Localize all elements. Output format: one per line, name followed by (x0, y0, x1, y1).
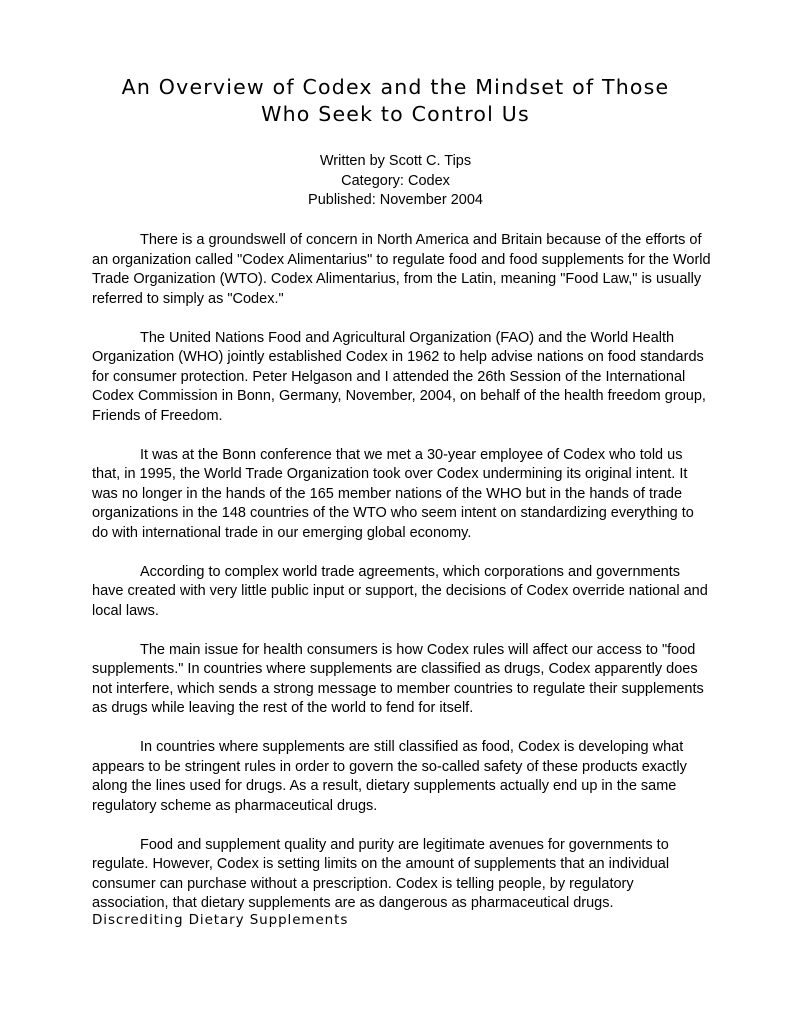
title-line-2: Who Seek to Control Us (261, 102, 530, 126)
paragraph: In countries where supplements are still classified as food, Codex is developing what appears to be stringent rules in order to govern the so-called safety of these products exactly along the lines used for drugs. As a result, dietary supplements actually end up in the same regulatory scheme as pharmaceutical drugs. (92, 739, 687, 814)
published-line: Published: November 2004 (308, 192, 483, 208)
paragraph: According to complex world trade agreements, which corporations and governments have created with very little public input or support, the decisions of Codex override national and local laws. (92, 563, 708, 619)
document-title (60, 74, 731, 128)
title-line-1: An Overview of Codex and the Mindset of Those (121, 75, 670, 99)
paragraph: The main issue for health consumers is how Codex rules will affect our access to "food supplements." In countries where supplements are classified as drugs, Codex apparently does not interfere, which sends a strong message to member countries to regulate their supplements as drugs while leaving the rest of the world to fend for itself. (92, 641, 704, 716)
paragraph: The United Nations Food and Agricultural Organization (FAO) and the World Health Organization (WHO) jointly established Codex in 1962 to help advise nations on food standards for consumer protection. Peter Helgason and I attended the 26th Session of the International Codex Commission in Bonn, Germany, November, 2004, on behalf of the health freedom group, Friends of Freedom. (92, 329, 706, 424)
paragraph: It was at the Bonn conference that we met a 30-year employee of Codex who told us that, in 1995, the World Trade Organization took over Codex undermining its original intent. It was no longer in the hands of the 165 member nations of the WHO but in the hands of trade organizations in the 148 countries of the WTO who seem intent on standardizing everything to do with international trade in our emerging global economy. (92, 446, 694, 541)
paragraph: Food and supplement quality and purity are legitimate avenues for governments to regulate. However, Codex is setting limits on the amount of supplements that an individual consumer can purchase without a prescription. Codex is telling people, by regulatory association, that dietary supplements are as dangerous as pharmaceutical drugs. (92, 836, 670, 911)
category-line: Category: Codex (341, 172, 450, 189)
article-body (92, 231, 712, 933)
paragraph: There is a groundswell of concern in North America and Britain because of the efforts of an organization called "Codex Alimentarius" to regulate food and food supplements for the World Trade Organization (WTO). Codex Alimentarius, from the Latin, meaning "Food Law," is usually referred to simply as "Codex." (92, 232, 711, 307)
section-heading: Discrediting Dietary Supplements (92, 912, 349, 928)
author-line: Written by Scott C. Tips (319, 153, 472, 169)
article-metadata (60, 152, 731, 211)
